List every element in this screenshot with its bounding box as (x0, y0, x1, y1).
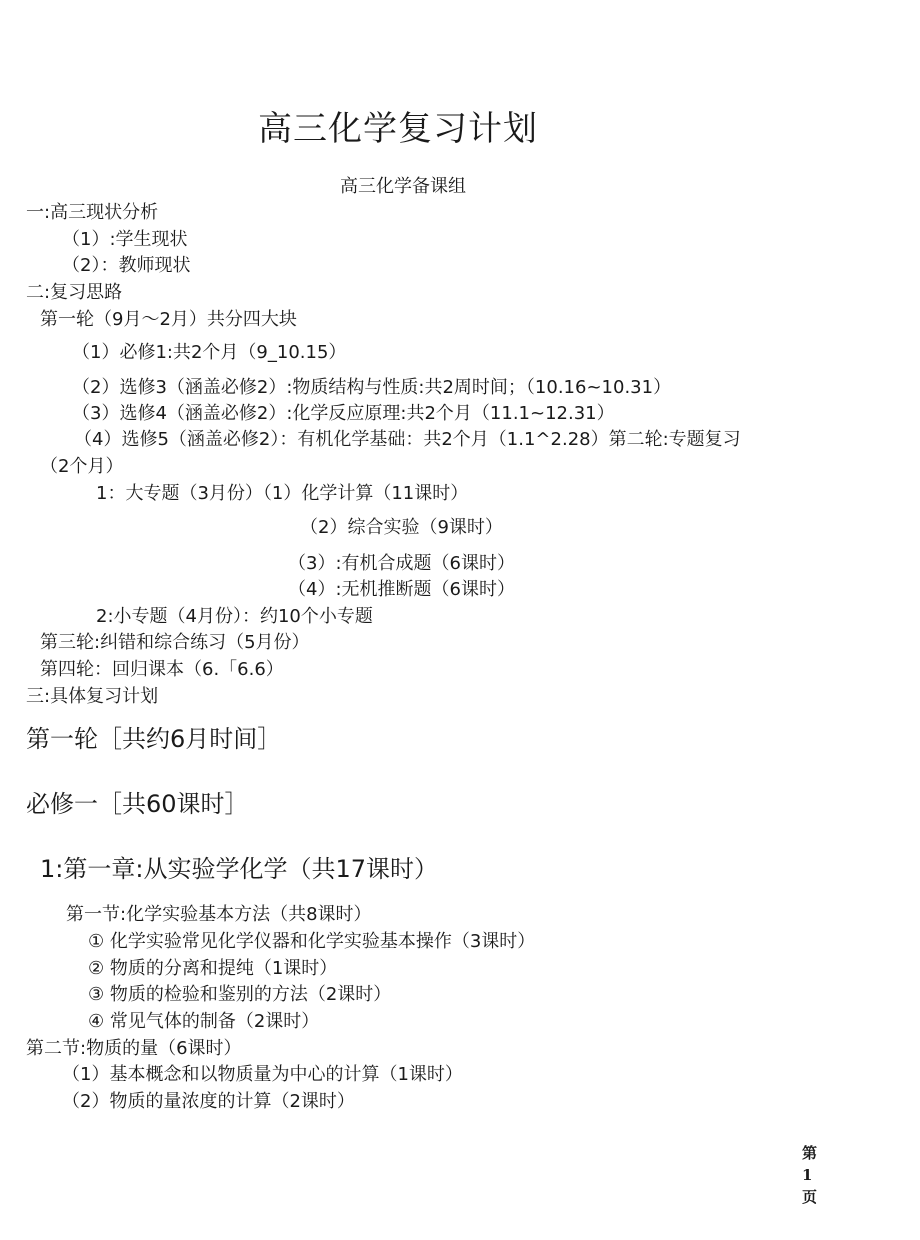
list-item: （2）综合实验（9课时） (300, 517, 503, 538)
chapter-heading: 1:第一章:从实验学化学（共17课时） (40, 855, 438, 883)
round-heading: 第四轮：回归课本（6.「6.6） (40, 659, 284, 680)
document-subtitle: 高三化学备课组 (340, 176, 466, 197)
list-item: 1：大专题（3月份）（1）化学计算（11课时） (96, 483, 469, 504)
list-item: （1）基本概念和以物质量为中心的计算（1课时） (62, 1064, 463, 1085)
section-heading-1: 一:高三现状分析 (26, 202, 159, 223)
list-item: ④ 常见气体的制备（2课时） (88, 1011, 320, 1032)
list-item: 2:小专题（4月份）：约10个小专题 (96, 606, 373, 627)
section-heading-3: 三:具体复习计划 (26, 686, 159, 707)
list-item: （4）选修5（涵盖必修2）：有机化学基础：共2个月（1.1^2.28）第二轮:专题复习 (74, 429, 741, 450)
section-title: 第二节:物质的量（6课时） (26, 1038, 242, 1059)
document-title: 高三化学复习计划 (258, 109, 538, 149)
page-number-line2: 页 (802, 1188, 818, 1206)
list-item: （1）:学生现状 (62, 229, 188, 250)
round-heading: 第三轮:纠错和综合练习（5月份） (40, 632, 310, 653)
list-item: （1）必修1:共2个月（9_10.15） (72, 342, 347, 363)
page-number (802, 1142, 826, 1208)
list-item: （2）选修3（涵盖必修2）:物质结构与性质:共2周时间；（10.16~10.31） (72, 377, 672, 398)
list-item: （2个月） (40, 456, 124, 477)
list-item: ① 化学实验常见化学仪器和化学实验基本操作（3课时） (88, 931, 536, 952)
list-item: （4）:无机推断题（6课时） (288, 579, 515, 600)
list-item: （3）:有机合成题（6课时） (288, 553, 515, 574)
list-item: （2）：教师现状 (62, 255, 191, 276)
round-one-heading: 第一轮［共约6月时间］ (26, 725, 282, 753)
section-heading-2: 二:复习思路 (26, 282, 123, 303)
page-number-line1: 第1 (802, 1144, 818, 1184)
module-heading: 必修一［共60课时］ (26, 790, 249, 818)
list-item: ② 物质的分离和提纯（1课时） (88, 958, 338, 979)
list-item: （2）物质的量浓度的计算（2课时） (62, 1091, 355, 1112)
list-item: （3）选修4（涵盖必修2）:化学反应原理:共2个月（11.1~12.31） (72, 403, 615, 424)
round-heading: 第一轮（9月～2月）共分四大块 (40, 309, 297, 330)
list-item: ③ 物质的检验和鉴别的方法（2课时） (88, 984, 392, 1005)
section-title: 第一节:化学实验基本方法（共8课时） (66, 904, 372, 925)
